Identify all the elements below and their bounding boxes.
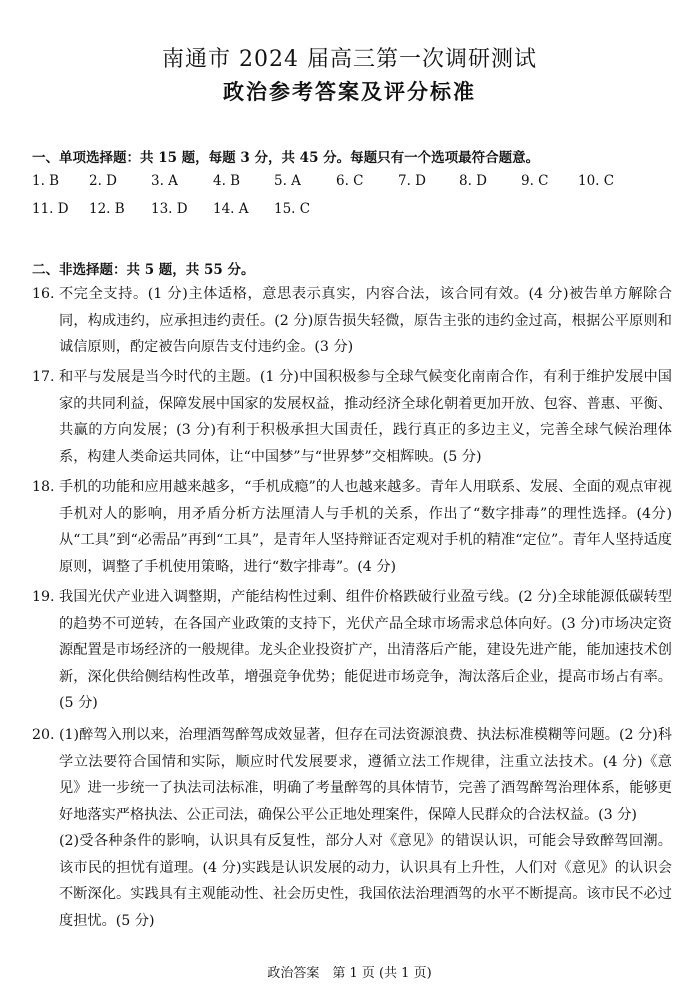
mc-answer: 12. B <box>89 201 125 217</box>
mc-answer: 1. B <box>32 173 60 189</box>
question-number: 17. <box>32 369 55 385</box>
answer-text-part-2: (2)受各种条件的影响，认识具有反复性，部分人对《意见》的错误认识，可能会导致醉驾回潮。该市民的担忧有道理。(4 分)实践是认识发展的动力，认识具有上升性，人们对《意见》的认识会不断深化。实践具有主观能动性、社会历史性，我国依法治理酒驾的水平不断提高。该市民不必过度担忧。(5 分) <box>59 833 672 929</box>
question-20 <box>32 722 672 934</box>
page-footer: 政治答案 第 1 页 (共 1 页) <box>267 966 432 981</box>
question-number: 20. <box>32 727 55 743</box>
answer-text: 和平与发展是当今时代的主题。(1 分)中国积极参与全球气候变化南南合作，有利于维护发展中国家的共同利益，保障发展中国家的发展权益，推动经济全球化朝着更加开放、包容、普惠、平衡、共赢的方向发展；(3 分)有利于积极承担大国责任，践行真正的多边主义，完善全球气候治理体系，构建人类命运共同体，让“中国梦”与“世界梦”交相辉映。(5 分) <box>59 369 672 465</box>
document-subtitle: 政治参考答案及评分标准 <box>223 79 476 104</box>
mc-answer: 11. D <box>32 201 69 217</box>
question-number: 16. <box>32 286 55 302</box>
mc-answer: 14. A <box>213 201 249 217</box>
question-number: 18. <box>32 479 55 495</box>
question-18 <box>32 474 672 580</box>
section-two-heading: 二、非选择题：共 5 题，共 55 分。 <box>32 262 255 278</box>
mc-answer: 3. A <box>151 173 178 189</box>
mc-answer: 5. A <box>274 173 301 189</box>
question-16 <box>32 281 672 361</box>
mc-answer: 2. D <box>89 173 117 189</box>
question-17 <box>32 364 672 470</box>
mc-answer: 8. D <box>459 173 487 189</box>
mc-answer: 6. C <box>336 173 364 189</box>
mc-answer: 15. C <box>274 201 311 217</box>
answer-text: 不完全支持。(1 分)主体适格，意思表示真实，内容合法，该合同有效。(4 分)被告单方解除合同，构成违约，应承担违约责任。(2 分)原告损失轻微，原告主张的违约金过高，根据公平原则和诚信原则，酌定被告向原告支付违约金。(3 分) <box>59 286 672 355</box>
mc-answer: 7. D <box>398 173 426 189</box>
answer-text: 手机的功能和应用越来越多，“手机成瘾”的人也越来越多。青年人用联系、发展、全面的观点审视手机对人的影响，用矛盾分析方法厘清人与手机的关系，作出了“数字排毒”的理性选择。(4分)从“工具”到“必需品”再到“工具”，是青年人坚持辩证否定观对手机的精准“定位”。青年人坚持适度原则，调整了手机使用策略，进行“数字排毒”。(4 分) <box>59 479 672 575</box>
question-19 <box>32 584 672 717</box>
mc-answer: 13. D <box>151 201 188 217</box>
section-one-heading: 一、单项选择题：共 15 题，每题 3 分，共 45 分。每题只有一个选项最符合题意。 <box>32 150 540 166</box>
document-title: 南通市 2024 届高三第一次调研测试 <box>162 47 537 72</box>
mc-answer: 10. C <box>578 173 615 189</box>
answer-text: 我国光伏产业进入调整期，产能结构性过剩、组件价格跌破行业盈亏线。(2 分)全球能源低碳转型的趋势不可逆转，在各国产业政策的支持下，光伏产品全球市场需求总体向好。(3 分)市场决定资源配置是市场经济的一般规律。龙头企业投资扩产，出清落后产能，建设先进产能，能加速技术创新，深化供给侧结构性改革，增强竞争优势；能促进市场竞争，淘汰落后企业，提高市场占有率。(5 分) <box>59 589 672 711</box>
mc-answer: 4. B <box>213 173 241 189</box>
mc-answer: 9. C <box>521 173 549 189</box>
answer-text-part-1: (1)醉驾入刑以来，治理酒驾醉驾成效显著，但存在司法资源浪费、执法标准模糊等问题。(2 分)科学立法要符合国情和实际，顺应时代发展要求，遵循立法工作规律，注重立法技术。(4 分)《意见》进一步统一了执法司法标准，明确了考量醉驾的具体情节，完善了酒驾醉驾治理体系，能够更好地落实严格执法、公正司法，确保公平公正地处理案件，保障人民群众的合法权益。(3 分) <box>59 727 672 823</box>
question-number: 19. <box>32 589 55 605</box>
